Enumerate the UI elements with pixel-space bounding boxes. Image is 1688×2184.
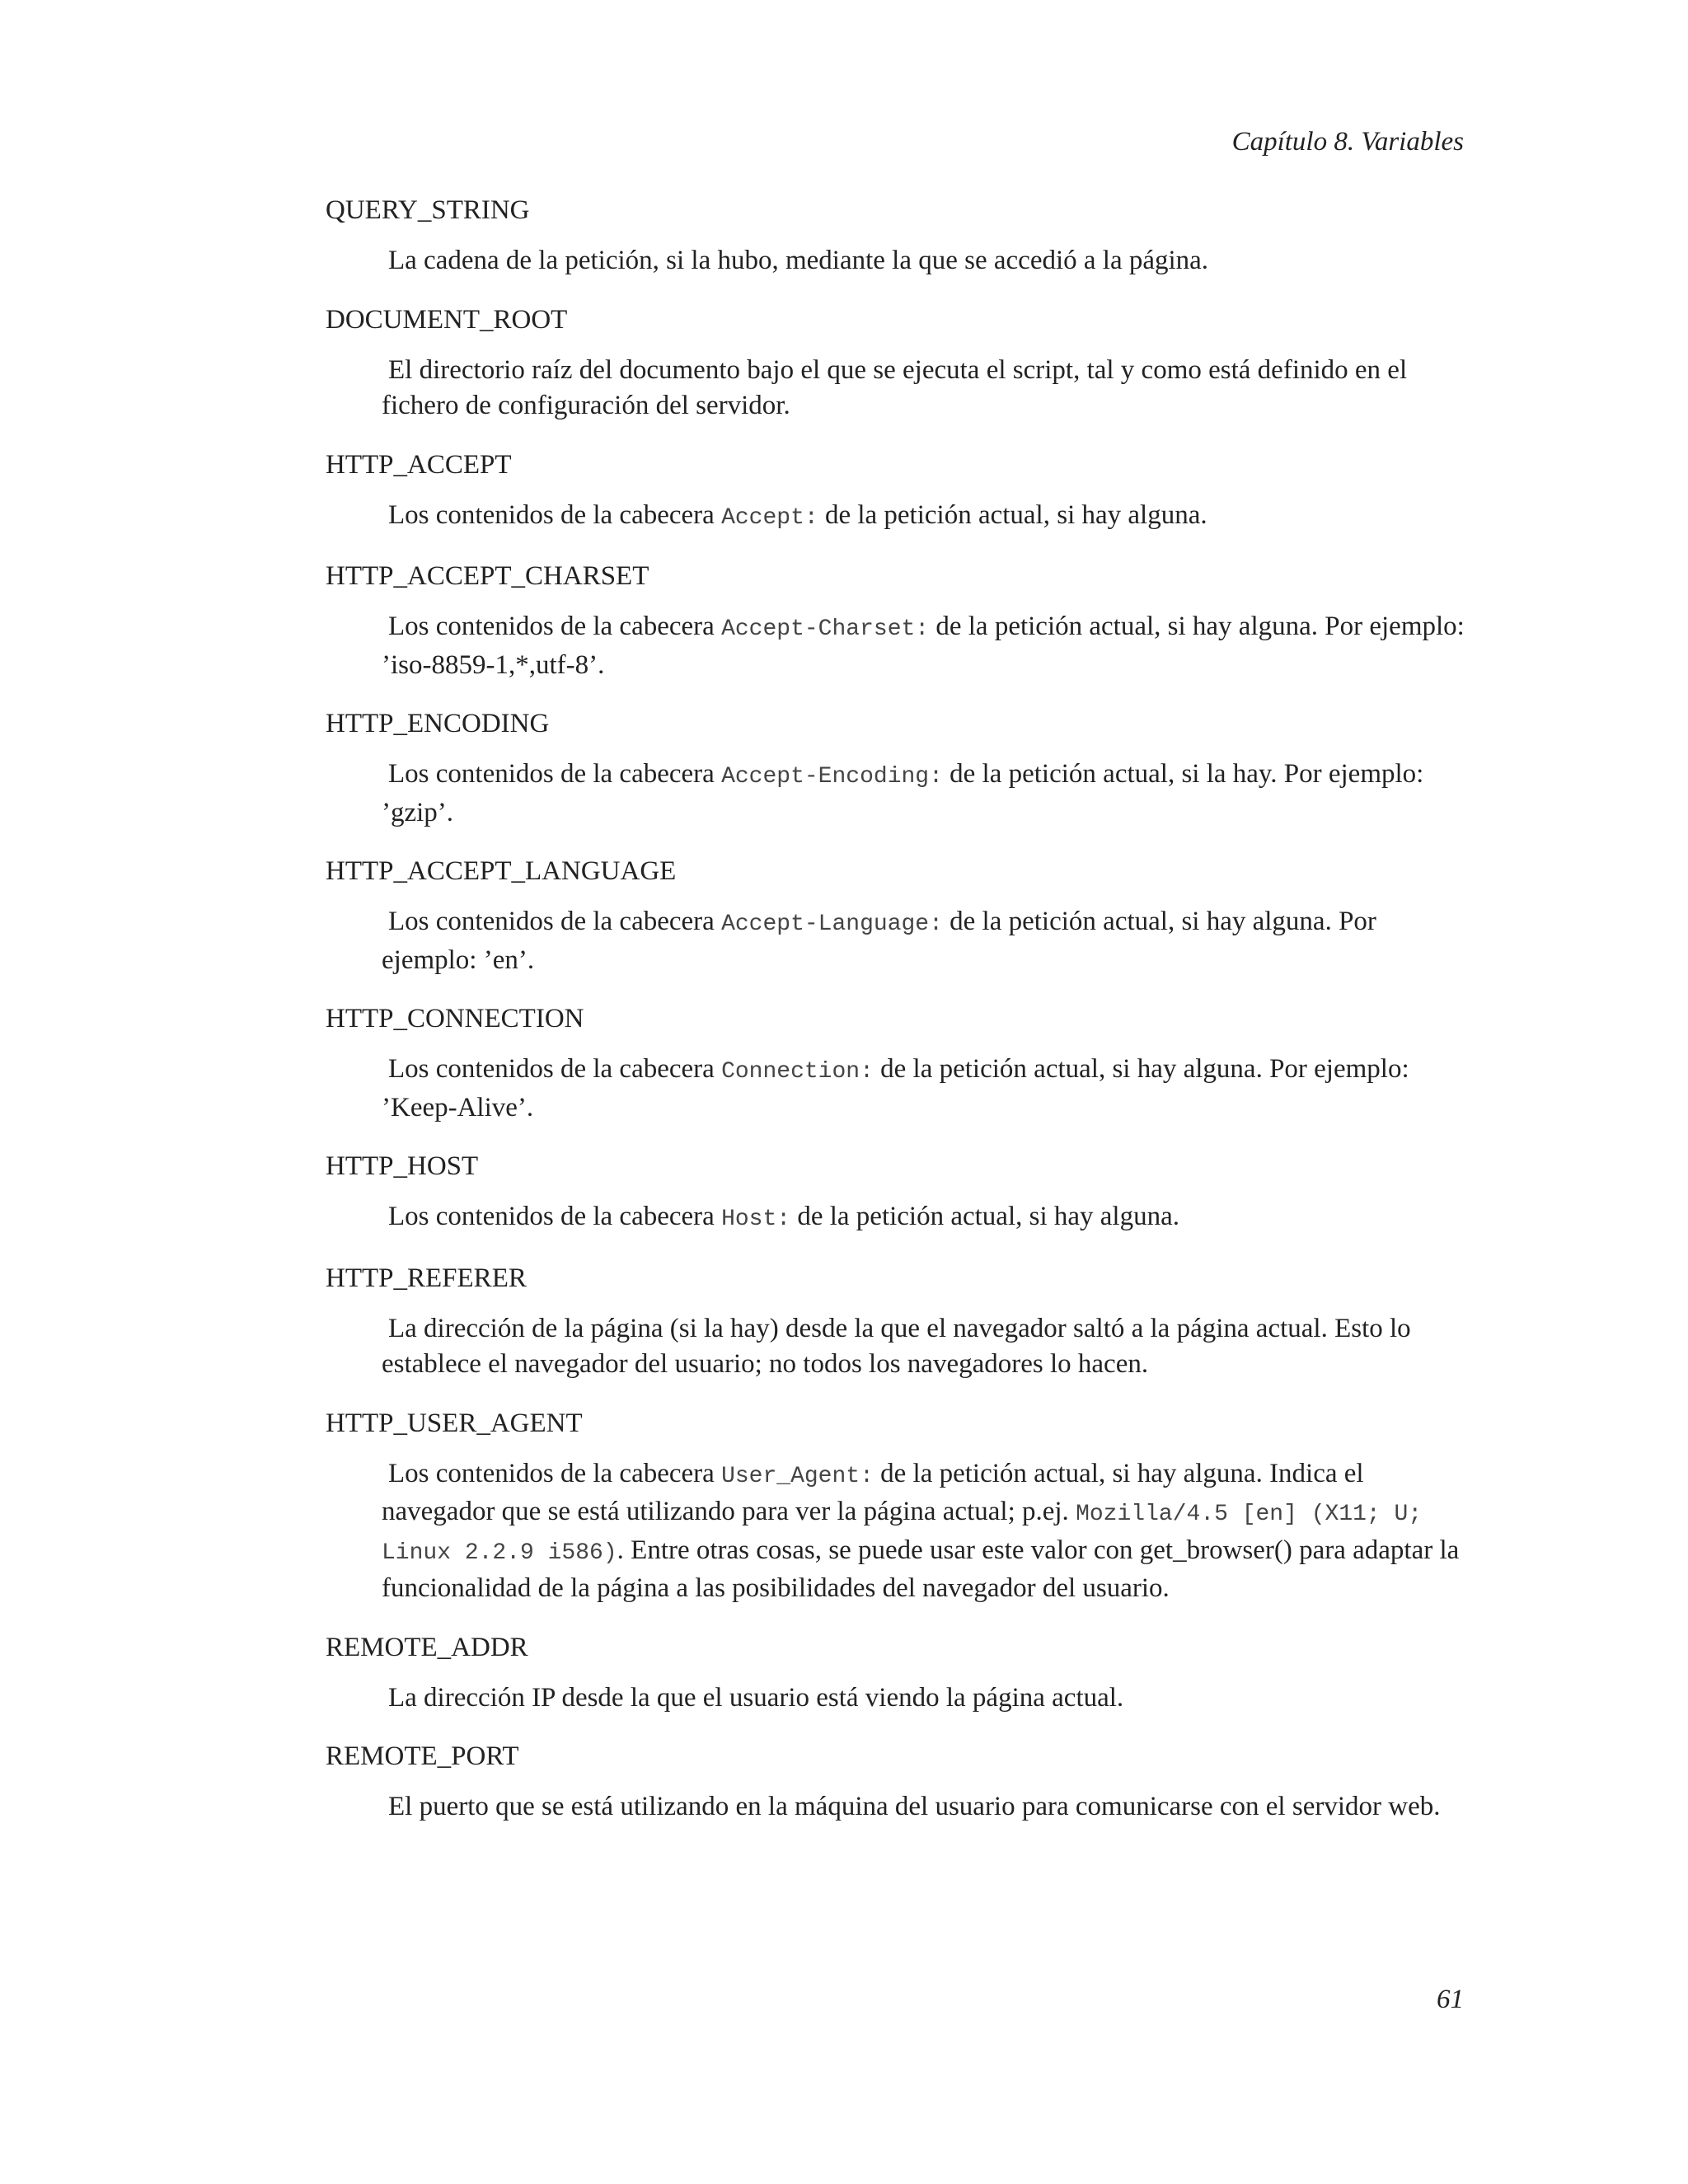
description-text: La cadena de la petición, si la hubo, mediante la que se accedió a la página.	[388, 246, 1209, 275]
variable-name: HTTP_CONNECTION	[326, 1004, 584, 1033]
variable-entry	[326, 1150, 1471, 1238]
variable-entry	[326, 1740, 1471, 1825]
variable-description	[382, 1199, 1471, 1238]
inline-code: Mozilla/4.5 [en] (X11; U; Linux 2.2.9 i586)	[382, 1502, 1423, 1566]
variable-name: DOCUMENT_ROOT	[326, 304, 568, 335]
page-number: 61	[1437, 1985, 1464, 2014]
variable-description	[382, 1680, 1471, 1717]
variable-entry	[326, 1407, 1471, 1607]
variable-entry	[326, 1262, 1471, 1383]
description-text: de la petición actual, si hay alguna. Indica el navegador que se está utilizando para ver la página actual; p.ej.	[382, 1458, 1364, 1526]
variable-description	[382, 498, 1471, 537]
inline-code: Accept-Encoding:	[721, 764, 943, 790]
variable-description	[382, 1311, 1471, 1383]
description-text: Los contenidos de la cabecera	[388, 1202, 722, 1231]
description-text: Los contenidos de la cabecera	[388, 759, 722, 789]
variable-name: HTTP_HOST	[326, 1151, 479, 1181]
description-text: . Entre otras cosas, se puede usar este valor con get_browser() para adaptar la funcionalidad de la página a las posibilidades del navegador del usuario.	[382, 1535, 1460, 1603]
variable-entry	[326, 303, 1471, 424]
description-text: Los contenidos de la cabecera	[388, 612, 722, 641]
description-text: de la petición actual, si hay alguna. Por ejemplo: ’en’.	[382, 907, 1376, 975]
variable-name: HTTP_ACCEPT	[326, 449, 512, 480]
variable-entry	[326, 560, 1471, 683]
variable-name: REMOTE_ADDR	[326, 1632, 528, 1662]
variable-description	[382, 353, 1471, 424]
variable-entry	[326, 1631, 1471, 1717]
inline-code: Accept-Language:	[721, 912, 943, 937]
description-text: de la petición actual, si hay alguna. Por ejemplo: ’iso-8859-1,*,utf-8’.	[382, 612, 1465, 680]
description-text: de la petición actual, si hay alguna. Por ejemplo: ’Keep-Alive’.	[382, 1054, 1409, 1122]
variable-name: REMOTE_PORT	[326, 1741, 519, 1771]
description-text: Los contenidos de la cabecera	[388, 499, 722, 530]
variable-description	[382, 1456, 1471, 1607]
variable-entry	[326, 448, 1471, 537]
inline-code: Accept:	[721, 504, 818, 531]
variable-name: HTTP_ACCEPT_LANGUAGE	[326, 856, 677, 886]
variable-description	[382, 1052, 1471, 1126]
description-text: La dirección IP desde la que el usuario está viendo la página actual.	[388, 1682, 1124, 1713]
description-text: Los contenidos de la cabecera	[388, 907, 722, 936]
variable-list	[326, 194, 1471, 1849]
description-text: La dirección de la página (si la hay) desde la que el navegador saltó a la página actual. Esto lo establece el navegador del usuario; no todos los navegadores lo hacen.	[382, 1313, 1411, 1379]
variable-description	[382, 904, 1471, 978]
variable-description	[382, 243, 1471, 279]
description-text: de la petición actual, si la hay. Por ejemplo: ’gzip’.	[382, 759, 1424, 827]
inline-code: User_Agent:	[721, 1463, 874, 1489]
variable-entry	[326, 1002, 1471, 1126]
variable-description	[382, 757, 1471, 831]
description-text: de la petición actual, si hay alguna.	[818, 499, 1207, 530]
description-text: El puerto que se está utilizando en la máquina del usuario para comunicarse con el servidor web.	[388, 1792, 1441, 1821]
variable-description	[382, 1789, 1471, 1825]
description-text: Los contenidos de la cabecera	[388, 1458, 722, 1488]
inline-code: Host:	[721, 1207, 791, 1232]
description-text: El directorio raíz del documento bajo el que se ejecuta el script, tal y como está definido en el fichero de configuración del servidor.	[382, 354, 1408, 420]
description-text: Los contenidos de la cabecera	[388, 1054, 722, 1084]
variable-description	[382, 609, 1471, 683]
running-header: Capítulo 8. Variables	[1231, 127, 1464, 157]
description-text: de la petición actual, si hay alguna.	[790, 1202, 1179, 1231]
variable-entry	[326, 707, 1471, 831]
variable-name: HTTP_USER_AGENT	[326, 1408, 583, 1438]
variable-entry	[326, 855, 1471, 978]
inline-code: Connection:	[721, 1059, 874, 1085]
variable-name: HTTP_ACCEPT_CHARSET	[326, 561, 649, 591]
inline-code: Accept-Charset:	[721, 616, 930, 642]
variable-name: QUERY_STRING	[326, 195, 530, 225]
variable-entry	[326, 194, 1471, 279]
variable-name: HTTP_ENCODING	[326, 709, 550, 738]
variable-name: HTTP_REFERER	[326, 1263, 527, 1293]
